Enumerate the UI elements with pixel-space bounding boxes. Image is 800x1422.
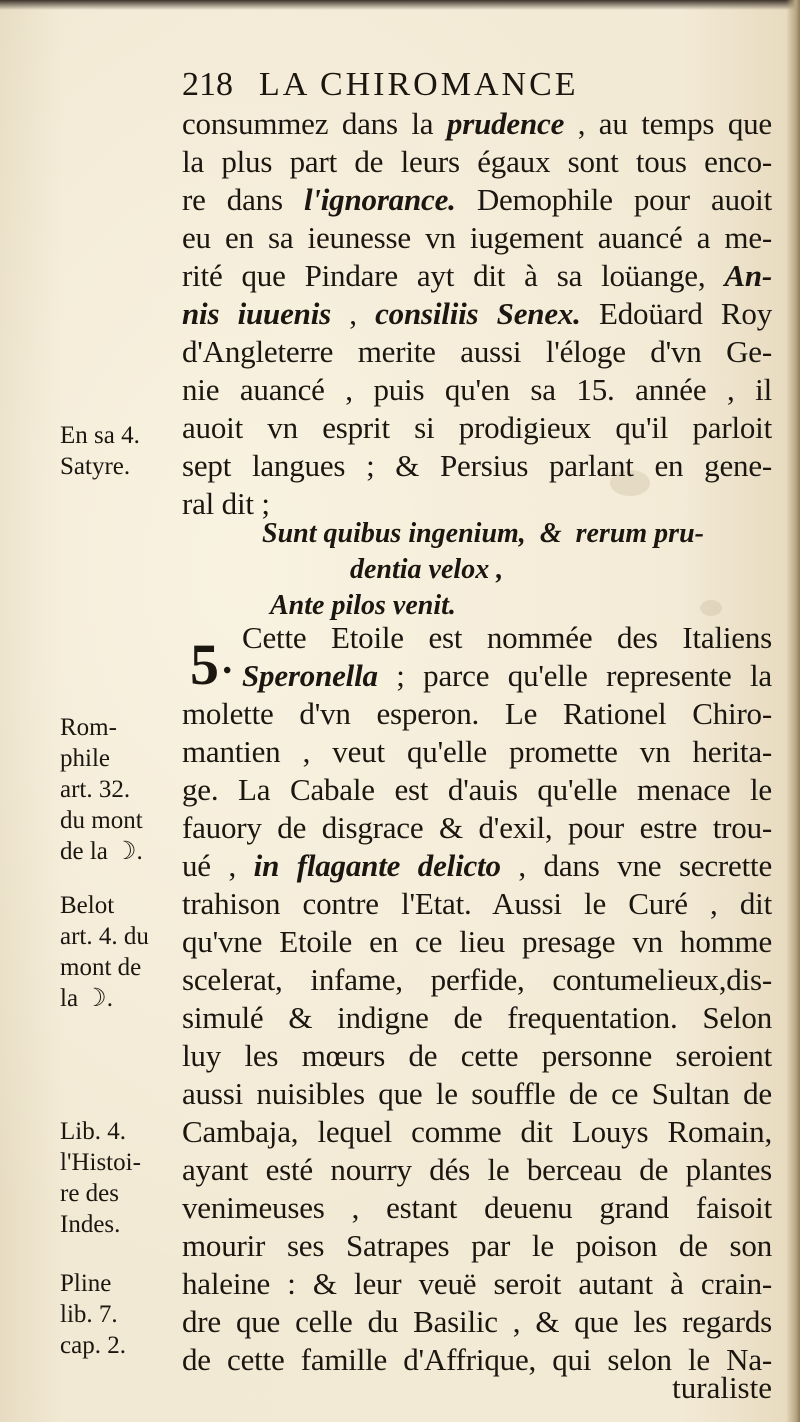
verse-line: dentia velox , (350, 554, 504, 585)
text-line: auoit vn esprit si prodigieux qu'il parloit (182, 410, 772, 445)
text-line: de cette famille d'Affrique, qui selon le Na- (182, 1342, 772, 1377)
text-line: venimeuses , estant deuenu grand faisoit (182, 1190, 772, 1225)
text-line: ge. La Cabale est d'auis qu'elle menace le (182, 772, 772, 807)
text-line: Cambaja, lequel comme dit Louys Romain, (182, 1114, 772, 1149)
text-line: dre que celle du Basilic , & que les regards (182, 1304, 772, 1339)
text-line: ué , in flagante delicto , dans vne secrette (182, 848, 772, 883)
text-line: nis iuuenis , consiliis Senex. Edoüard Roy (182, 296, 772, 331)
text-line: re dans l'ignorance. Demophile pour auoit (182, 182, 772, 217)
text-line: luy les mœurs de cette personne seroient (182, 1038, 772, 1073)
text-line: Cette Etoile est nommée des Italiens (242, 620, 772, 655)
page-gutter-edge (786, 0, 800, 1422)
text-line: ral dit ; (182, 486, 270, 521)
text-line: haleine : & leur veuë seroit autant à crain- (182, 1266, 772, 1301)
text-line: nie auancé , puis qu'en sa 15. année , il (182, 372, 772, 407)
running-head (182, 66, 702, 106)
text-line: mourir ses Satrapes par le poison de son (182, 1228, 772, 1263)
text-line: simulé & indigne de frequentation. Selon (182, 1000, 772, 1035)
text-line: aussi nuisibles que le souffle de ce Sultan de (182, 1076, 772, 1111)
text-line: Speronella ; parce qu'elle represente la (242, 658, 772, 693)
section-bullet: • (223, 657, 232, 684)
page-number: 218 (182, 66, 233, 103)
text-line: d'Angleterre merite aussi l'éloge d'vn Ge- (182, 334, 772, 369)
margin-note: Lib. 4. l'Histoi- re des Indes. (60, 1118, 141, 1238)
text-line: qu'vne Etoile en ce lieu presage vn homme (182, 924, 772, 959)
text-line: eu en sa ieunesse vn iugement auancé a me- (182, 220, 772, 255)
text-line: rité que Pindare ayt dit à sa loüange, An- (182, 258, 772, 293)
text-line: trahison contre l'Etat. Aussi le Curé , dit (182, 886, 772, 921)
text-line: consummez dans la prudence , au temps que (182, 106, 772, 141)
text-line: la plus part de leurs égaux sont tous enco- (182, 144, 772, 179)
margin-note: En sa 4. Satyre. (60, 422, 140, 480)
margin-note: Rom- phile art. 32. du mont de la ☽. (60, 714, 143, 865)
text-line: sept langues ; & Persius parlant en gene- (182, 448, 772, 483)
verse-line: Sunt quibus ingenium, & rerum pru- (262, 518, 704, 549)
text-line: mantien , veut qu'elle promette vn herita- (182, 734, 772, 769)
text-line: scelerat, infame, perfide, contumelieux,dis- (182, 962, 772, 997)
paper-spot (700, 600, 722, 616)
verse-line: Ante pilos venit. (270, 590, 456, 621)
page-top-edge (0, 0, 800, 10)
text-line: molette d'vn esperon. Le Rationel Chiro- (182, 696, 772, 731)
margin-note: Pline lib. 7. cap. 2. (60, 1270, 126, 1359)
margin-note: Belot art. 4. du mont de la ☽. (60, 892, 149, 1012)
text-line: ayant esté nourry dés le berceau de plantes (182, 1152, 772, 1187)
section-numeral: 5 • (190, 632, 232, 697)
text-line: fauory de disgrace & d'exil, pour estre trou- (182, 810, 772, 845)
running-title: LA CHIROMANCE (259, 66, 579, 103)
catchword: turaliste (672, 1370, 772, 1405)
